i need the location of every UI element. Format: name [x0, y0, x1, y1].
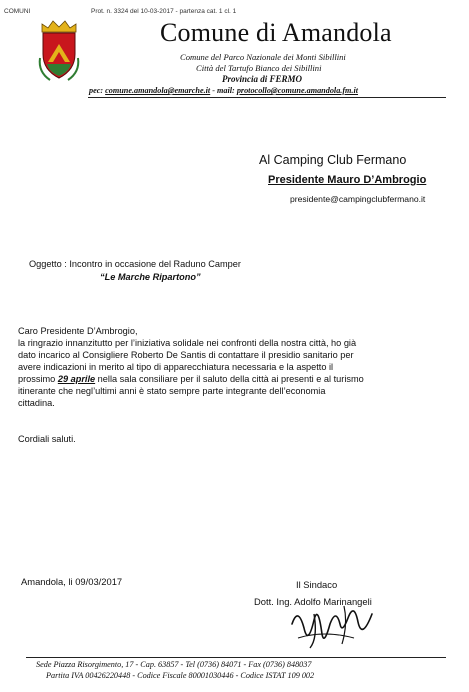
body-line: cittadina.: [18, 398, 55, 408]
signer-name: Dott. Ing. Adolfo Marinangeli: [254, 596, 372, 607]
municipal-crest-icon: [36, 18, 82, 82]
recipient-email[interactable]: presidente@campingclubfermano.it: [290, 194, 426, 204]
pec-line: [89, 86, 358, 95]
body-text: nella sala consiliare per il saluto della città ai presenti e al turismo: [95, 374, 364, 384]
pec-address[interactable]: comune.amandola@emarche.it: [105, 86, 211, 95]
province-label: Provincia di FERMO: [222, 74, 303, 84]
body-line: [18, 373, 364, 385]
header-divider: [88, 97, 446, 98]
body-line: avere indicazioni in merito al tipo di apparecchiatura necessaria e la aspetto il: [18, 362, 334, 372]
closing: Cordiali saluti.: [18, 434, 76, 444]
mail-address[interactable]: protocollo@comune.amandola.fm.it: [236, 86, 359, 95]
signature-icon: [284, 594, 394, 650]
place-date: Amandola, li 09/03/2017: [21, 576, 123, 587]
header-line-2: Città del Tartufo Bianco dei Sibillini: [196, 63, 322, 73]
body-line: itinerante che negl’ultimi anni è stato sempre parte integrante dell’economia: [18, 386, 326, 396]
footer-address: Sede Piazza Risorgimento, 17 - Cap. 63857 - Tel (0736) 84071 - Fax (0736) 848037: [36, 660, 312, 669]
protocol-label: COMUNI: [4, 8, 31, 15]
recipient-name: Presidente Mauro D’Ambrogio: [268, 174, 427, 186]
recipient-to: Al Camping Club Fermano: [259, 153, 407, 167]
municipality-title: Comune di Amandola: [160, 18, 392, 47]
mail-label: - mail:: [212, 86, 235, 95]
protocol-stamp: Prot. n. 3324 del 10-03-2017 - partenza cat. 1 cl. 1: [91, 8, 237, 15]
body-line: dato incarico al Consigliere Roberto De Santis di contattare il presidio sanitario per: [18, 350, 354, 360]
signer-role: Il Sindaco: [296, 579, 338, 590]
subject-title: “Le Marche Ripartono”: [100, 272, 201, 282]
body-text: prossimo: [18, 374, 58, 384]
footer-divider: [26, 657, 446, 658]
greeting: Caro Presidente D’Ambrogio,: [18, 326, 138, 336]
body-line: la ringrazio innanzitutto per l’iniziativa solidale nei confronti della nostra città, ho già: [18, 338, 357, 348]
header-line-1: Comune del Parco Nazionale dei Monti Sibillini: [180, 52, 346, 62]
subject-label: Oggetto : Incontro in occasione del Raduno Camper: [29, 259, 241, 269]
footer-fiscal: Partita IVA 00426220448 - Codice Fiscale 80001030446 - Codice ISTAT 109 002: [46, 671, 315, 680]
pec-label: pec:: [89, 86, 104, 95]
event-date: 29 aprile: [57, 374, 96, 384]
